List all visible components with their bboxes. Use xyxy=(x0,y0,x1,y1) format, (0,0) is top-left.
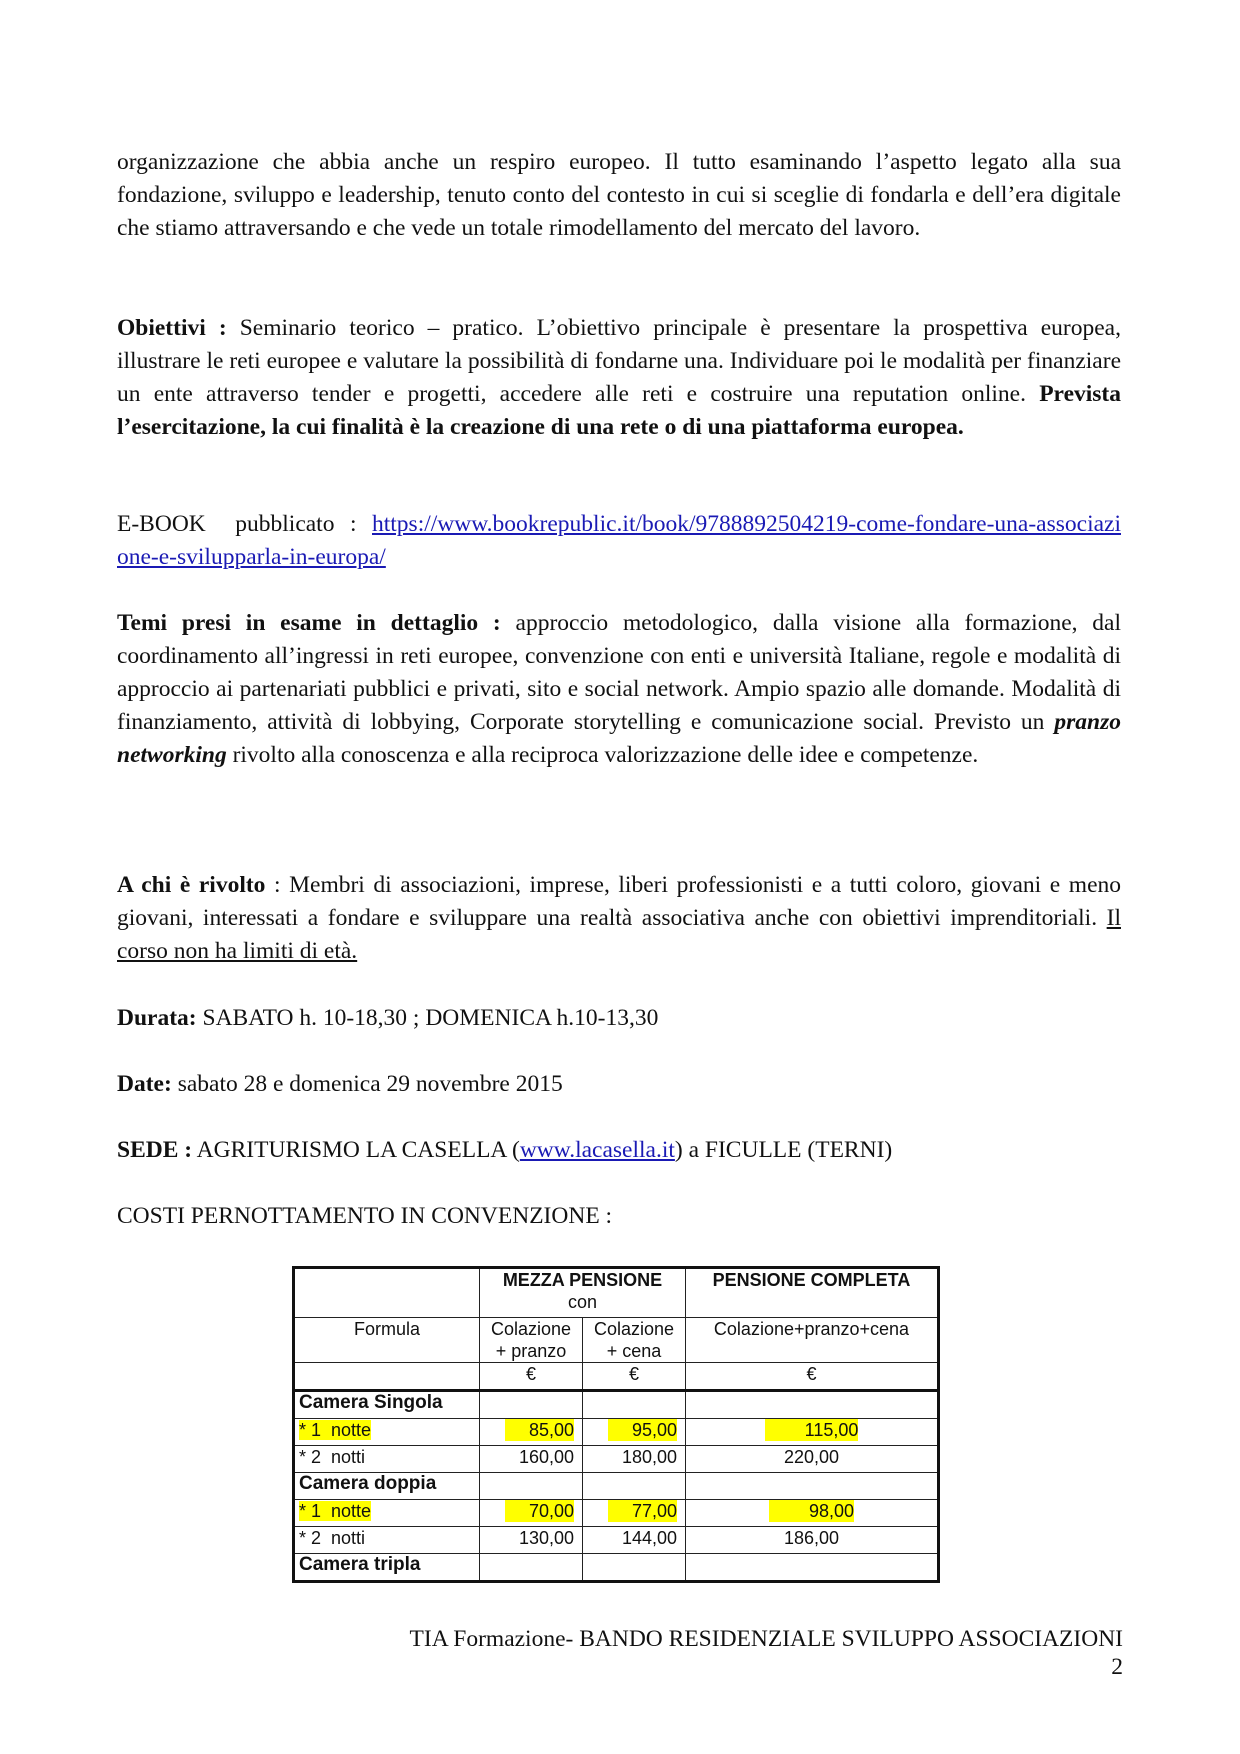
price-table xyxy=(292,1266,940,1583)
nights-cell xyxy=(294,1419,480,1446)
empty-cell xyxy=(583,1473,686,1500)
col1-line1: Colazione xyxy=(490,1319,572,1339)
destinatari-underlined: Il corso non ha limiti di età. xyxy=(117,905,1121,964)
obiettivi-label: Obiettivi : xyxy=(117,315,227,341)
price-value: 220,00 xyxy=(783,1447,840,1467)
price-value: 77,00 xyxy=(608,1500,677,1522)
destinatari-text: : Membri di associazioni, imprese, liberi professionisti e a tutti coloro, giovani e meno giovani, interessati a fondare e sviluppare una realtà associativa anche con obiettivi imprenditoriali. xyxy=(117,872,1122,931)
nights-cell xyxy=(294,1446,480,1473)
table-header-row-2 xyxy=(294,1318,939,1363)
price-value: 115,00 xyxy=(765,1419,859,1441)
sede-label: SEDE : xyxy=(117,1137,193,1163)
con-label: con xyxy=(567,1292,598,1312)
header-empty-cell xyxy=(294,1268,480,1318)
price-cell xyxy=(583,1446,686,1473)
obiettivi-paragraph xyxy=(117,312,1121,444)
price-value: 186,00 xyxy=(783,1528,840,1548)
header-pensione-completa: PENSIONE COMPLETA xyxy=(686,1268,939,1318)
empty-cell xyxy=(480,1391,583,1419)
obiettivi-text: Seminario teorico – pratico. L’obiettivo principale è presentare la prospettiva europea, illustrare le reti europee e valutare la possibilità di fondarne una. Individuare poi le modalità per finanziare un ente attraverso tender e progetti, accedere alle reti e costruire una reputation online. xyxy=(117,315,1121,407)
temi-emphasis: pranzo networking xyxy=(117,709,1121,768)
temi-paragraph xyxy=(117,607,1121,772)
price-value: 85,00 xyxy=(505,1419,574,1441)
price-cell xyxy=(480,1500,583,1527)
price-value: 180,00 xyxy=(621,1447,677,1467)
price-value: 70,00 xyxy=(505,1500,574,1522)
table-row xyxy=(294,1527,939,1554)
price-cell xyxy=(480,1527,583,1554)
price-cell xyxy=(480,1446,583,1473)
currency-col2: € xyxy=(583,1363,686,1391)
price-cell xyxy=(686,1527,939,1554)
mezza-pensione-label: MEZZA PENSIONE xyxy=(502,1270,663,1290)
nights-label: * 1 notte xyxy=(299,1420,372,1440)
empty-cell xyxy=(583,1391,686,1419)
room-type-label: Camera Singola xyxy=(294,1391,480,1419)
destinatari-paragraph xyxy=(117,869,1121,968)
price-cell xyxy=(583,1500,686,1527)
sede-link[interactable]: www.lacasella.it xyxy=(519,1137,675,1163)
footer-title: TIA Formazione- BANDO RESIDENZIALE SVILUPPO ASSOCIAZIONI xyxy=(409,1626,1123,1652)
room-type-label: Camera tripla xyxy=(294,1554,480,1582)
col1-line2: + pranzo xyxy=(495,1341,567,1361)
header-col3: Colazione+pranzo+cena xyxy=(686,1318,939,1363)
nights-cell xyxy=(294,1527,480,1554)
table-header-row-1 xyxy=(294,1268,939,1318)
obiettivi-bold-text: Prevista l’esercitazione, la cui finalità è la creazione di una rete o di una piattaforma europea. xyxy=(117,381,1121,440)
room-type-label: Camera doppia xyxy=(294,1473,480,1500)
ebook-label: E-BOOK pubblicato xyxy=(117,511,335,537)
col2-line2: + cena xyxy=(606,1341,662,1361)
table-body xyxy=(294,1391,939,1582)
empty-cell xyxy=(686,1391,939,1419)
empty-cell xyxy=(686,1473,939,1500)
durata-line xyxy=(117,1002,658,1035)
table-group-row xyxy=(294,1391,939,1419)
ebook-link[interactable]: https://www.bookrepublic.it/book/9788892504219-come-fondare-una-associazione-e-svilupparla-in-europa/ xyxy=(117,511,1121,570)
header-col1 xyxy=(480,1318,583,1363)
empty-cell xyxy=(583,1554,686,1582)
page-footer xyxy=(410,1625,1123,1681)
durata-label: Durata: xyxy=(117,1005,197,1031)
table-group-row xyxy=(294,1554,939,1582)
empty-cell xyxy=(686,1554,939,1582)
destinatari-label: A chi è rivolto xyxy=(117,872,266,898)
table-row xyxy=(294,1446,939,1473)
sede-text-after: ) a FICULLE (TERNI) xyxy=(674,1137,893,1163)
temi-text-after: rivolto alla conoscenza e alla reciproca valorizzazione delle idee e competenze. xyxy=(226,742,979,768)
price-cell xyxy=(480,1419,583,1446)
price-cell xyxy=(686,1419,939,1446)
date-label: Date: xyxy=(117,1071,172,1097)
price-cell xyxy=(583,1419,686,1446)
temi-text: approccio metodologico, dalla visione alla formazione, dal coordinamento all’ingressi in reti europee, convenzione con enti e università Italiane, regole e modalità di approccio ai partenariati pubblici e privati, sito e social network. Ampio spazio alle domande. Modalità di finanziamento, attività di lobbying, Corporate storytelling e comunicazione social. Previsto un xyxy=(117,610,1121,735)
header-col2 xyxy=(583,1318,686,1363)
empty-cell xyxy=(480,1473,583,1500)
currency-empty-cell xyxy=(294,1363,480,1391)
price-value: 130,00 xyxy=(518,1528,574,1548)
currency-col1: € xyxy=(480,1363,583,1391)
header-formula: Formula xyxy=(294,1318,480,1363)
temi-label: Temi presi in esame in dettaglio : xyxy=(117,610,501,636)
ebook-paragraph xyxy=(117,508,1121,574)
nights-label: * 1 notte xyxy=(299,1501,372,1521)
nights-label: * 2 notti xyxy=(299,1528,366,1548)
table-row xyxy=(294,1419,939,1446)
currency-col3: € xyxy=(686,1363,939,1391)
ebook-separator: : xyxy=(334,511,372,537)
date-line xyxy=(117,1068,563,1101)
sede-line xyxy=(117,1134,892,1167)
price-cell xyxy=(686,1446,939,1473)
sede-text-before: AGRITURISMO LA CASELLA ( xyxy=(192,1137,520,1163)
nights-label: * 2 notti xyxy=(299,1447,366,1467)
price-value: 98,00 xyxy=(769,1500,854,1522)
costi-heading: COSTI PERNOTTAMENTO IN CONVENZIONE : xyxy=(117,1203,613,1229)
price-value: 144,00 xyxy=(621,1528,677,1548)
table-row xyxy=(294,1500,939,1527)
intro-paragraph xyxy=(117,146,1121,245)
table-group-row xyxy=(294,1473,939,1500)
page-number: 2 xyxy=(1111,1654,1123,1680)
table-currency-row xyxy=(294,1363,939,1391)
intro-text: organizzazione che abbia anche un respiro europeo. Il tutto esaminando l’aspetto legato alla sua fondazione, sviluppo e leadership, tenuto conto del contesto in cui si sceglie di fondarla e dell’era digitale che stiamo attraversando e che vede un totale rimodellamento del mercato del lavoro. xyxy=(117,149,1121,241)
col2-line1: Colazione xyxy=(593,1319,675,1339)
durata-text: SABATO h. 10-18,30 ; DOMENICA h.10-13,30 xyxy=(196,1005,659,1031)
price-cell xyxy=(686,1500,939,1527)
header-mezza-pensione xyxy=(480,1268,686,1318)
nights-cell xyxy=(294,1500,480,1527)
price-value: 95,00 xyxy=(608,1419,677,1441)
date-text: sabato 28 e domenica 29 novembre 2015 xyxy=(171,1071,563,1097)
empty-cell xyxy=(480,1554,583,1582)
price-cell xyxy=(583,1527,686,1554)
price-value: 160,00 xyxy=(518,1447,574,1467)
